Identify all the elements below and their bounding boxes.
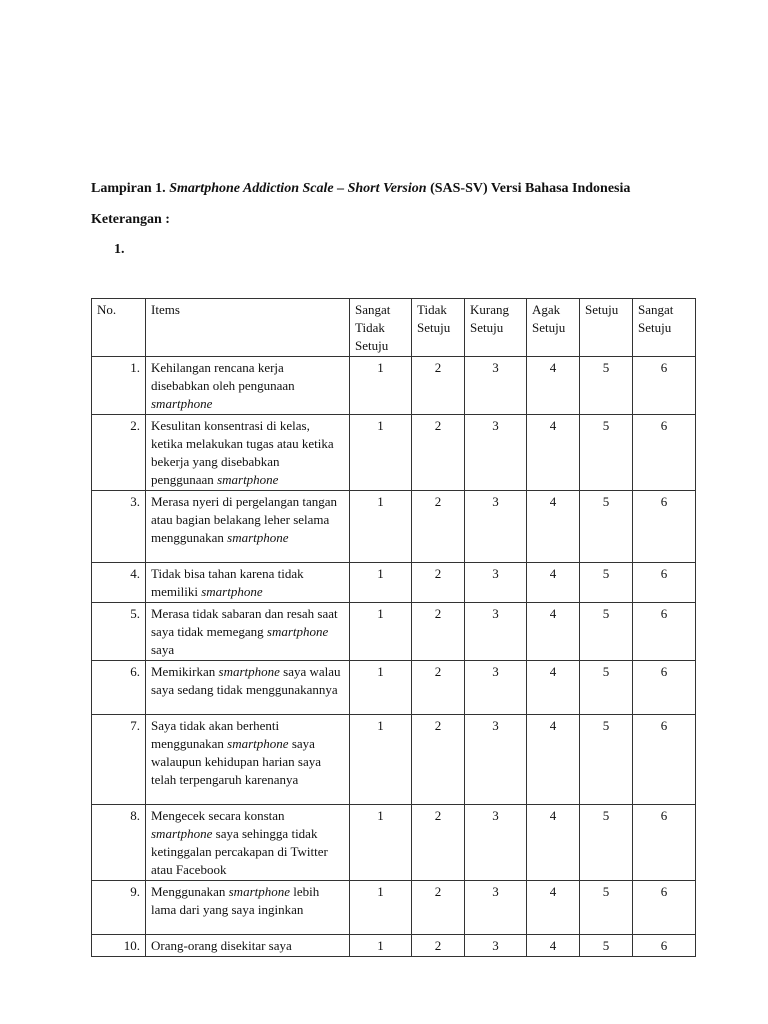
keterangan-label: Keterangan : [91, 212, 170, 227]
table-row [92, 805, 696, 881]
score-cell: 6 [633, 603, 696, 661]
score-cell: 1 [350, 603, 412, 661]
table-header-row [92, 299, 696, 357]
item-text-italic: smartphone [201, 584, 263, 599]
score-cell: 5 [580, 357, 633, 415]
score-cell: 6 [633, 805, 696, 881]
score-cell: 6 [633, 415, 696, 491]
appendix-title [91, 180, 630, 198]
row-number: 7. [92, 715, 146, 805]
score-cell: 5 [580, 881, 633, 935]
item-text [146, 805, 350, 881]
item-text-before: Kehilangan rencana kerja disebabkan oleh pengunaan [151, 360, 295, 393]
row-number: 1. [92, 357, 146, 415]
item-text [146, 881, 350, 935]
item-text [146, 491, 350, 563]
score-cell: 6 [633, 357, 696, 415]
score-cell: 1 [350, 491, 412, 563]
item-text-after: saya walaupun kehidupan harian saya telah terpengaruh karenanya [151, 736, 322, 787]
row-number: 6. [92, 661, 146, 715]
item-text-before: Orang-orang disekitar saya [151, 938, 292, 953]
table-body [92, 357, 696, 957]
item-text-after: lebih lama dari yang saya inginkan [151, 884, 320, 917]
score-cell: 2 [412, 357, 465, 415]
score-cell: 4 [527, 603, 580, 661]
list-marker: 1. [114, 242, 125, 257]
score-cell: 4 [527, 415, 580, 491]
score-cell: 3 [465, 491, 527, 563]
score-cell: 6 [633, 715, 696, 805]
header-items: Items [146, 299, 350, 357]
score-cell: 1 [350, 805, 412, 881]
item-text [146, 563, 350, 603]
score-cell: 4 [527, 357, 580, 415]
header-kurang-setuju: Kurang Setuju [465, 299, 527, 357]
score-cell: 4 [527, 661, 580, 715]
table-row [92, 715, 696, 805]
score-cell: 3 [465, 563, 527, 603]
score-cell: 4 [527, 935, 580, 957]
score-cell: 2 [412, 661, 465, 715]
table-row [92, 491, 696, 563]
item-text-italic: smartphone [266, 624, 329, 639]
score-cell: 6 [633, 661, 696, 715]
item-text-italic: smartphone [227, 530, 289, 545]
score-cell: 3 [465, 935, 527, 957]
item-text-italic: smartphone [227, 736, 289, 751]
score-cell: 2 [412, 935, 465, 957]
score-cell: 2 [412, 491, 465, 563]
item-text-after: saya [151, 642, 175, 657]
row-number: 2. [92, 415, 146, 491]
score-cell: 5 [580, 805, 633, 881]
score-cell: 5 [580, 935, 633, 957]
score-cell: 2 [412, 415, 465, 491]
table-row [92, 661, 696, 715]
score-cell: 2 [412, 563, 465, 603]
item-text-before: Memikirkan [151, 664, 219, 679]
score-cell: 2 [412, 715, 465, 805]
sas-sv-table [91, 298, 696, 957]
item-text-italic: smartphone [217, 472, 279, 487]
score-cell: 4 [527, 715, 580, 805]
item-text-before: Merasa tidak sabaran dan resah saat saya tidak memegang [151, 606, 338, 639]
score-cell: 5 [580, 603, 633, 661]
item-text [146, 603, 350, 661]
score-cell: 6 [633, 935, 696, 957]
row-number: 8. [92, 805, 146, 881]
score-cell: 2 [412, 603, 465, 661]
row-number: 5. [92, 603, 146, 661]
score-cell: 6 [633, 563, 696, 603]
table-row [92, 415, 696, 491]
item-text-before: Saya tidak akan berhenti menggunakan [151, 718, 280, 751]
table-row [92, 603, 696, 661]
score-cell: 5 [580, 563, 633, 603]
title-prefix: Lampiran 1. [91, 181, 170, 196]
item-text-before: Merasa nyeri di pergelangan tangan atau bagian belakang leher selama menggunakan [151, 494, 338, 545]
row-number: 9. [92, 881, 146, 935]
item-text [146, 415, 350, 491]
item-text [146, 715, 350, 805]
score-cell: 1 [350, 563, 412, 603]
item-text-before: Menggunakan [151, 884, 229, 899]
score-cell: 5 [580, 661, 633, 715]
item-text-italic: smartphone [151, 396, 213, 411]
table-row [92, 881, 696, 935]
header-tidak-setuju: Tidak Setuju [412, 299, 465, 357]
score-cell: 3 [465, 881, 527, 935]
score-cell: 4 [527, 805, 580, 881]
score-cell: 4 [527, 491, 580, 563]
score-cell: 5 [580, 491, 633, 563]
item-text [146, 935, 350, 957]
row-number: 10. [92, 935, 146, 957]
score-cell: 4 [527, 563, 580, 603]
header-sangat-tidak-setuju: Sangat Tidak Setuju [350, 299, 412, 357]
item-text-after: saya sehingga tidak ketinggalan percakapan di Twitter atau Facebook [151, 826, 328, 877]
score-cell: 6 [633, 491, 696, 563]
item-text-italic: smartphone [228, 884, 291, 899]
item-text-italic: smartphone [151, 826, 213, 841]
title-italic: Smartphone Addiction Scale – Short Version [169, 181, 427, 196]
header-agak-setuju: Agak Setuju [527, 299, 580, 357]
item-text [146, 661, 350, 715]
score-cell: 1 [350, 661, 412, 715]
score-cell: 3 [465, 603, 527, 661]
score-cell: 5 [580, 415, 633, 491]
item-text-before: Mengecek secara konstan [151, 808, 285, 823]
title-suffix: (SAS-SV) Versi Bahasa Indonesia [426, 181, 631, 196]
score-cell: 3 [465, 805, 527, 881]
score-cell: 1 [350, 415, 412, 491]
item-text-before: Kesulitan konsentrasi di kelas, ketika melakukan tugas atau ketika bekerja yang disebabkan penggunaan [151, 418, 334, 487]
row-number: 4. [92, 563, 146, 603]
table-row [92, 357, 696, 415]
score-cell: 1 [350, 715, 412, 805]
row-number: 3. [92, 491, 146, 563]
score-cell: 6 [633, 881, 696, 935]
score-cell: 3 [465, 357, 527, 415]
score-cell: 1 [350, 357, 412, 415]
score-cell: 1 [350, 935, 412, 957]
score-cell: 3 [465, 661, 527, 715]
score-cell: 4 [527, 881, 580, 935]
item-text-after: saya walau saya sedang tidak menggunakannya [151, 664, 341, 697]
item-text-before: Tidak bisa tahan karena tidak memiliki [151, 566, 304, 599]
header-no: No. [92, 299, 146, 357]
header-setuju: Setuju [580, 299, 633, 357]
table-row [92, 935, 696, 957]
item-text-italic: smartphone [218, 664, 280, 679]
score-cell: 2 [412, 881, 465, 935]
score-cell: 3 [465, 715, 527, 805]
score-cell: 1 [350, 881, 412, 935]
item-text [146, 357, 350, 415]
table-row [92, 563, 696, 603]
score-cell: 5 [580, 715, 633, 805]
score-cell: 2 [412, 805, 465, 881]
score-cell: 3 [465, 415, 527, 491]
header-sangat-setuju: Sangat Setuju [633, 299, 696, 357]
